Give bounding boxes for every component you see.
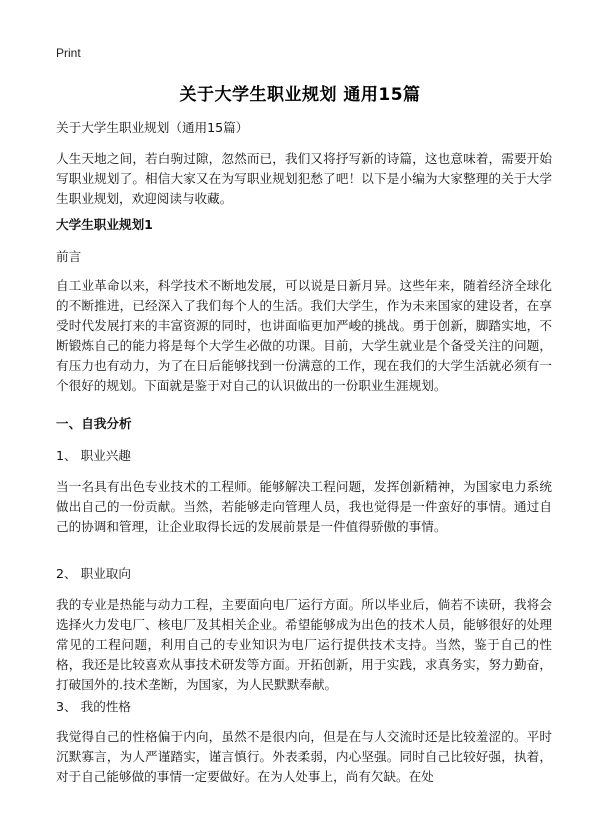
interest-label: 1、 职业兴趣 (56, 448, 131, 463)
section-heading: 大学生职业规划1 (56, 217, 153, 232)
print-link[interactable]: Print (56, 46, 81, 60)
page-title: 关于大学生职业规划 通用15篇 (179, 85, 421, 105)
subtitle: 关于大学生职业规划（通用15篇） (56, 120, 249, 135)
preface-label: 前言 (56, 249, 82, 264)
orientation-paragraph: 我的专业是热能与动力工程，主要面向电厂运行方面。所以毕业后，倘若不读研，我将会选择火力发电厂、核电厂及其相关企业。希望能够成为出色的技术人员，能够很好的处理常见的工程问题，利用自己的专业知识为电厂运行提供技术支持。当然，鉴于自己的性格，我还是比较喜欢从事技术研发等方面。开拓创新，用于实践，求真务实，努力勤奋，打破国外的.技术垄断，为国家，为人民默默奉献。 (56, 597, 552, 692)
intro-paragraph: 人生天地之间，若白驹过隙，忽然而已，我们又将抒写新的诗篇，这也意味着，需要开始写职业规划了。相信大家又在为写职业规划犯愁了吧！以下是小编为大家整理的关于大学生职业规划，欢迎阅读与收藏。 (56, 151, 552, 206)
personality-paragraph: 我觉得自己的性格偏于内向，虽然不是很内向，但是在与人交流时还是比较羞涩的。平时沉默寡言，为人严谨踏实，谨言慎行。外表柔弱，内心坚强。同时自己比较好强，执着，对于自己能够做的事情一定要做好。在为人处事上，尚有欠缺。在处 (56, 729, 552, 784)
orientation-label: 2、 职业取向 (56, 566, 131, 581)
personality-label: 3、 我的性格 (56, 699, 131, 714)
interest-paragraph: 当一名具有出色专业技术的工程师。能够解决工程问题，发挥创新精神，为国家电力系统做出自己的一份贡献。当然，若能够走向管理人员，我也觉得是一件蛮好的事情。通过自己的协调和管理，让企业取得长远的发展前景是一件值得骄傲的事情。 (56, 479, 552, 534)
preface-paragraph: 自工业革命以来，科学技术不断地发展，可以说是日新月异。这些年来，随着经济全球化的不断推进，已经深入了我们每个人的生活。我们大学生，作为未来国家的建设者，在享受时代发展打来的丰富资源的同时，也讲面临更加严峻的挑战。勇于创新，脚踏实地，不断锻炼自己的能力将是每个大学生必做的功课。目前，大学生就业是个备受关注的问题，有压力也有动力，为了在日后能够找到一份满意的工作，现在我们的大学生活就必须有一个很好的规划。下面就是鉴于对自己的认识做出的一份职业生涯规划。 (56, 278, 552, 393)
part-heading: 一、自我分析 (56, 416, 132, 431)
